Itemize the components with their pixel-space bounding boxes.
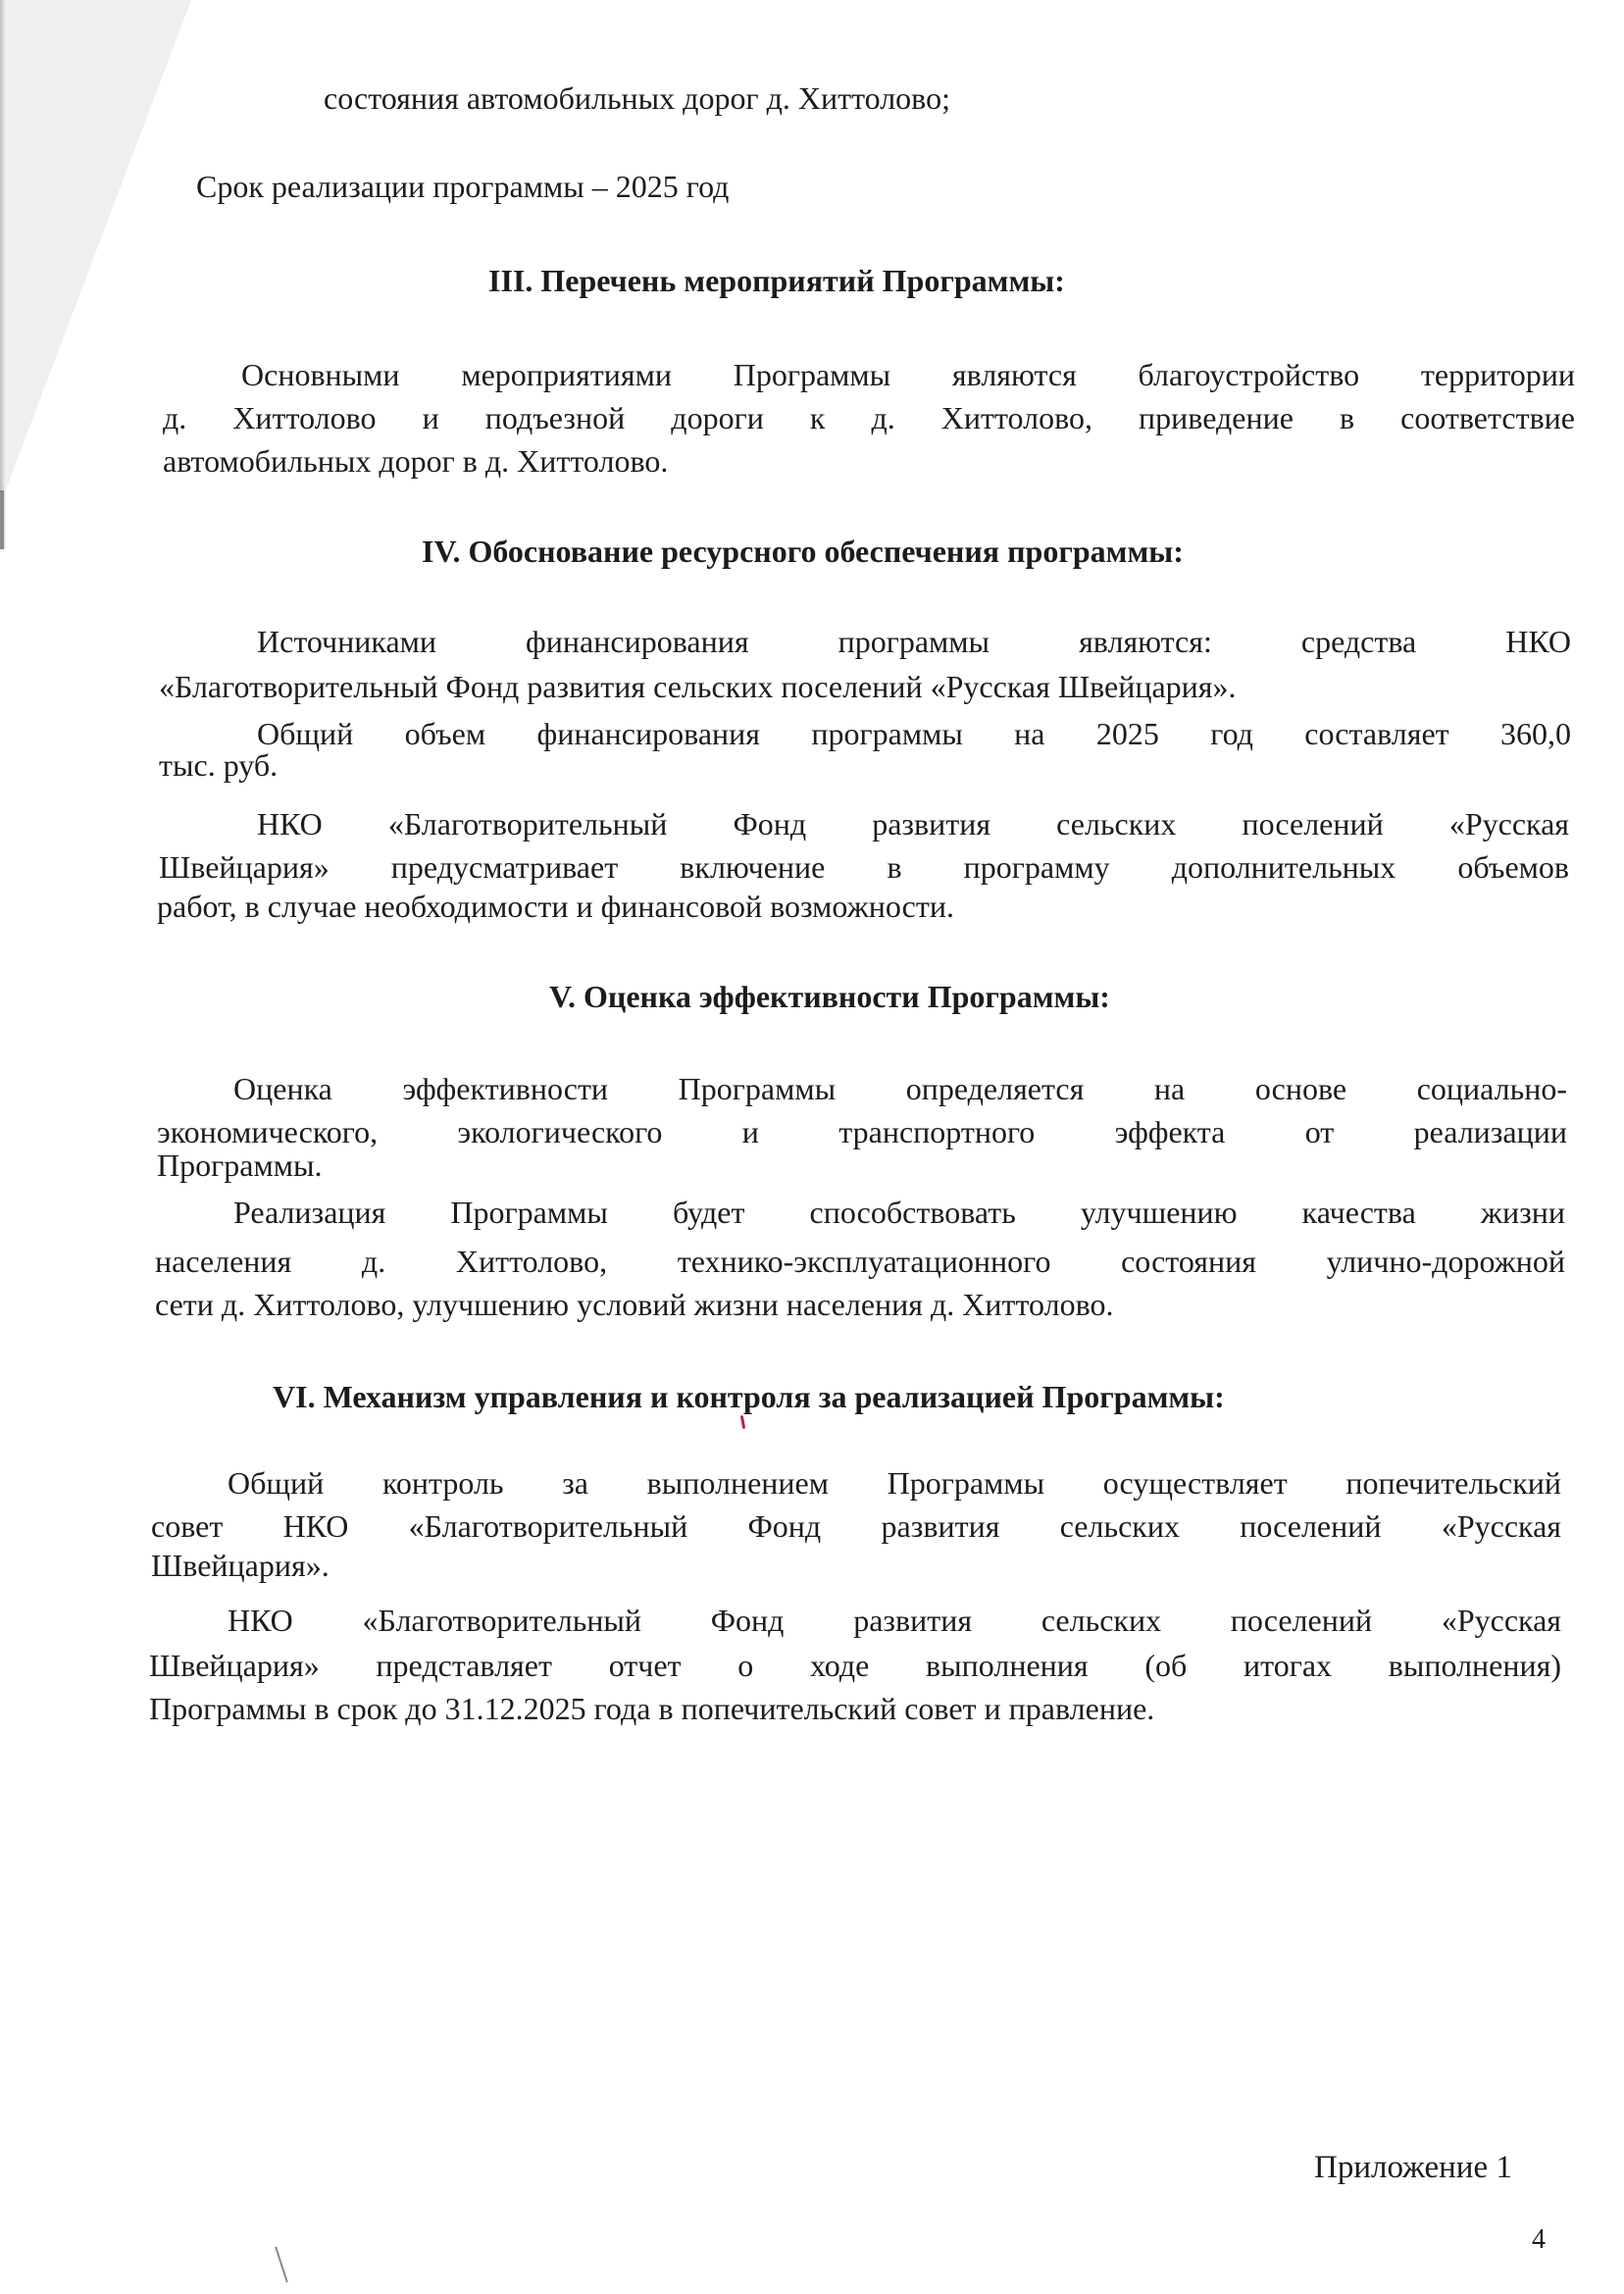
scan-scratch: [275, 2247, 288, 2283]
section-6-line: Общий контроль за выполнением Программы осуществляет попечительский: [228, 1465, 1561, 1501]
section-heading-4: IV. Обоснование ресурсного обеспечения программы:: [422, 534, 1184, 569]
section-4-line: Источниками финансирования программы являются: средства НКО: [257, 624, 1571, 659]
section-5-line: экономического, экологического и транспортного эффекта от реализации: [157, 1114, 1567, 1149]
section-5-line: Оценка эффективности Программы определяется на основе социально-: [233, 1071, 1567, 1106]
section-4-line: Швейцария» предусматривает включение в программу дополнительных объемов: [159, 849, 1569, 885]
page-number: 4: [1532, 2224, 1546, 2255]
section-6-line: Швейцария» представляет отчет о ходе выполнения (об итогах выполнения): [149, 1648, 1561, 1683]
section-5-line: населения д. Хиттолово, технико-эксплуатационного состояния улично-дорожной: [155, 1244, 1565, 1279]
section-6-line: Швейцария».: [151, 1548, 330, 1583]
section-3-line: автомобильных дорог в д. Хиттолово.: [163, 443, 669, 479]
section-heading-5: V. Оценка эффективности Программы:: [549, 979, 1110, 1014]
section-4-line: работ, в случае необходимости и финансовой возможности.: [157, 889, 954, 924]
section-4-line: НКО «Благотворительный Фонд развития сельских поселений «Русская: [257, 806, 1569, 841]
section-heading-3: III. Перечень мероприятий Программы:: [488, 263, 1065, 298]
section-4-funding-line: Общий объем финансирования программы на 2025 год составляет 360,0: [257, 716, 1571, 751]
section-6-line: совет НКО «Благотворительный Фонд развития сельских поселений «Русская: [151, 1508, 1561, 1544]
section-5-line: сети д. Хиттолово, улучшению условий жизни населения д. Хиттолово.: [155, 1287, 1114, 1322]
intro-line: состояния автомобильных дорог д. Хиттолово;: [324, 80, 950, 116]
appendix-label: Приложение 1: [1314, 2150, 1512, 2185]
section-5-line: Реализация Программы будет способствовать улучшению качества жизни: [233, 1195, 1565, 1230]
paper-edge-dark: [0, 490, 4, 549]
section-3-line: Основными мероприятиями Программы являются благоустройство территории: [241, 357, 1575, 392]
section-heading-6: VI. Механизм управления и контроля за реализацией Программы:: [273, 1379, 1225, 1414]
paper-edge-shadow: [0, 0, 6, 549]
section-5-line: Программы.: [157, 1147, 323, 1183]
program-term: Срок реализации программы – 2025 год: [196, 169, 730, 204]
section-6-line: НКО «Благотворительный Фонд развития сельских поселений «Русская: [228, 1603, 1561, 1638]
section-4-line: тыс. руб.: [159, 747, 279, 783]
ink-mark: [740, 1415, 745, 1429]
section-4-line: «Благотворительный Фонд развития сельских поселений «Русская Швейцария».: [159, 669, 1237, 704]
section-3-line: д. Хиттолово и подъезной дороги к д. Хиттолово, приведение в соответствие: [163, 400, 1575, 435]
section-6-line: Программы в срок до 31.12.2025 года в попечительский совет и правление.: [149, 1691, 1155, 1726]
